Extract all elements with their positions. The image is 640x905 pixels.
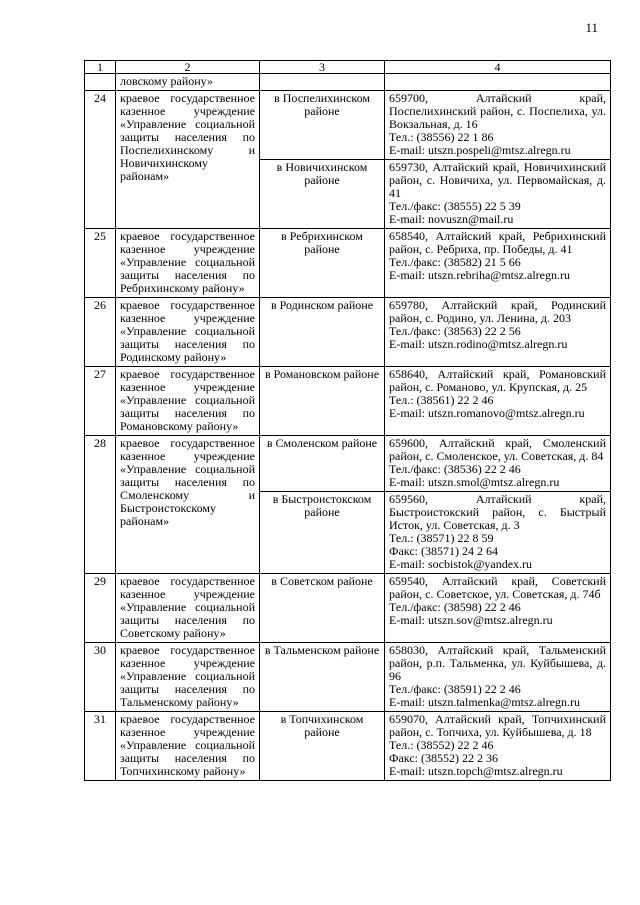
contact-line: Тел./факс: (38536) 22 2 46 (389, 462, 521, 476)
contact-line: Тел./факс: (38582) 21 5 66 (389, 255, 521, 269)
email-line: E-mail: socbistok@yandex.ru (389, 557, 533, 571)
row-number: 29 (85, 574, 116, 643)
continuation-addr-cell (385, 74, 611, 91)
column-header-1: 1 (85, 61, 116, 74)
table-row (85, 436, 611, 492)
continuation-row (85, 74, 611, 91)
address-contacts (385, 298, 611, 367)
header-row (85, 61, 611, 74)
email-line: E-mail: utszn.rodino@mtsz.alregn.ru (389, 337, 568, 351)
district-location: в Новичихинском районе (260, 160, 385, 229)
row-number: 27 (85, 367, 116, 436)
table-row (85, 574, 611, 643)
column-header-2: 2 (116, 61, 260, 74)
contact-line: 659540, Алтайский край, Советский район, с. Советское, ул. Советская, д. 74б (389, 574, 606, 601)
address-contacts (385, 229, 611, 298)
address-contacts (385, 643, 611, 712)
district-location: в Смоленском районе (260, 436, 385, 492)
contact-line: 658030, Алтайский край, Тальменский район, р.п. Тальменка, ул. Куйбышева, д. 96 (389, 643, 606, 683)
table-row (85, 712, 611, 781)
continuation-text: ловскому району» (116, 74, 260, 91)
district-location: в Ребрихинском районе (260, 229, 385, 298)
district-location: в Быстроистокском районе (260, 492, 385, 574)
contact-line: Факс: (38571) 24 2 64 (389, 544, 498, 558)
email-line: E-mail: utszn.romanovo@mtsz.alregn.ru (389, 406, 585, 420)
institutions-table (84, 60, 611, 781)
email-line: E-mail: utszn.topch@mtsz.alregn.ru (389, 764, 563, 778)
contact-line: 659730, Алтайский край, Новичихинский район, с. Новичиха, ул. Первомайская, д. 41 (389, 160, 606, 200)
row-number: 31 (85, 712, 116, 781)
contact-line: 659700, Алтайский край, Поспелихинский район, с. Поспелиха, ул. Вокзальная, д. 16 (389, 91, 606, 131)
page-number: 11 (585, 20, 598, 35)
address-contacts (385, 492, 611, 574)
contact-line: Тел./факс: (38563) 22 2 56 (389, 324, 521, 338)
row-number: 24 (85, 91, 116, 229)
row-number: 25 (85, 229, 116, 298)
address-contacts (385, 574, 611, 643)
email-line: E-mail: utszn.sov@mtsz.alregn.ru (389, 613, 553, 627)
email-line: E-mail: utszn.rebriha@mtsz.alregn.ru (389, 268, 570, 282)
table-row (85, 643, 611, 712)
organization-name: краевое государственное казенное учреждение «Управление социальной защиты населения по Романовскому району» (116, 367, 260, 436)
organization-name: краевое государственное казенное учреждение «Управление социальной защиты населения по Советскому району» (116, 574, 260, 643)
contact-line: 659560, Алтайский край, Быстроистокский район, с. Быстрый Исток, ул. Советская, д. 3 (389, 492, 606, 532)
table-row (85, 91, 611, 160)
contact-line: Тел.: (38561) 22 2 46 (389, 393, 494, 407)
contact-line: Тел.: (38552) 22 2 46 (389, 738, 494, 752)
contact-line: 658640, Алтайский край, Романовский район, с. Романово, ул. Крупская, д. 25 (389, 367, 606, 394)
row-number: 30 (85, 643, 116, 712)
contact-line: 659600, Алтайский край, Смоленский район, с. Смоленское, ул. Советская, д. 84 (389, 436, 606, 463)
contact-line: Факс: (38552) 22 2 36 (389, 751, 498, 765)
table-row (85, 229, 611, 298)
contact-line: Тел.: (38571) 22 8 59 (389, 531, 494, 545)
column-header-3: 3 (260, 61, 385, 74)
contact-line: Тел.: (38556) 22 1 86 (389, 130, 494, 144)
address-contacts (385, 160, 611, 229)
email-line: E-mail: novuszn@mail.ru (389, 212, 514, 226)
column-header-4: 4 (385, 61, 611, 74)
district-location: в Поспелихинском районе (260, 91, 385, 160)
contact-line: 659780, Алтайский край, Родинский район, с. Родино, ул. Ленина, д. 203 (389, 298, 606, 325)
email-line: E-mail: utszn.talmenka@mtsz.alregn.ru (389, 695, 580, 709)
organization-name: краевое государственное казенное учреждение «Управление социальной защиты населения по Ребрихинскому району» (116, 229, 260, 298)
row-number: 28 (85, 436, 116, 574)
row-number: 26 (85, 298, 116, 367)
organization-name: краевое государственное казенное учреждение «Управление социальной защиты населения по Смоленскому и Быстроистокскому районам» (116, 436, 260, 574)
district-location: в Тальменском районе (260, 643, 385, 712)
address-contacts (385, 367, 611, 436)
contact-line: Тел./факс: (38555) 22 5 39 (389, 199, 521, 213)
organization-name: краевое государственное казенное учреждение «Управление социальной защиты населения по Тальменскому району» (116, 643, 260, 712)
contact-line: Тел./факс: (38598) 22 2 46 (389, 600, 521, 614)
district-location: в Топчихинском районе (260, 712, 385, 781)
table-row (85, 367, 611, 436)
district-location: в Романовском районе (260, 367, 385, 436)
continuation-loc-cell (260, 74, 385, 91)
district-location: в Родинском районе (260, 298, 385, 367)
contact-line: Тел./факс: (38591) 22 2 46 (389, 682, 521, 696)
table-row (85, 298, 611, 367)
organization-name: краевое государственное казенное учреждение «Управление социальной защиты населения по Топчихинскому району» (116, 712, 260, 781)
address-contacts (385, 436, 611, 492)
district-location: в Советском районе (260, 574, 385, 643)
continuation-num-cell (85, 74, 116, 91)
address-contacts (385, 91, 611, 160)
address-contacts (385, 712, 611, 781)
organization-name: краевое государственное казенное учреждение «Управление социальной защиты населения по Поспелихинскому и Новичихинскому районам» (116, 91, 260, 229)
contact-line: 659070, Алтайский край, Топчихинский район, с. Топчиха, ул. Куйбышева, д. 18 (389, 712, 606, 739)
email-line: E-mail: utszn.pospeli@mtsz.alregn.ru (389, 143, 571, 157)
organization-name: краевое государственное казенное учреждение «Управление социальной защиты населения по Родинскому району» (116, 298, 260, 367)
contact-line: 658540, Алтайский край, Ребрихинский район, с. Ребриха, пр. Победы, д. 41 (389, 229, 606, 256)
email-line: E-mail: utszn.smol@mtsz.alregn.ru (389, 475, 560, 489)
